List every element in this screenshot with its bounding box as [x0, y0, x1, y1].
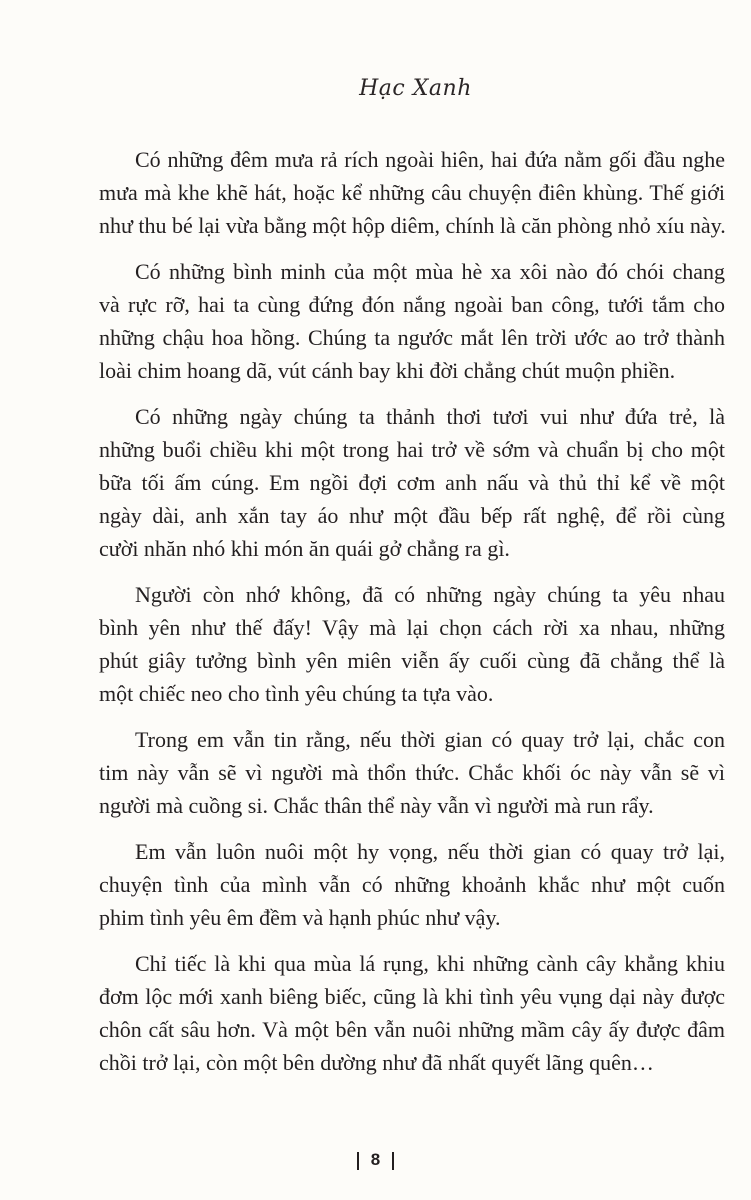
text-line: cười nhăn nhó khi món ăn quái gở chẳng ra gì. [99, 536, 510, 561]
paragraph [99, 578, 725, 710]
divider [357, 1152, 359, 1170]
text-line: như thu bé lại vừa bằng một hộp diêm, chính là căn phòng nhỏ xíu này. [99, 213, 726, 238]
paragraph [99, 835, 725, 934]
page-number [0, 1150, 751, 1170]
text-line: Chỉ tiếc là khi qua mùa lá rụng, khi những cành cây khẳng khiu [135, 951, 725, 976]
paragraph [99, 723, 725, 822]
divider [392, 1152, 394, 1170]
text-line: và rực rỡ, hai ta cùng đứng đón nắng ngoài ban công, tưới tắm cho [99, 292, 725, 317]
text-line: Em vẫn luôn nuôi một hy vọng, nếu thời gian có quay trở lại, [135, 839, 725, 864]
body-text [99, 143, 725, 1092]
text-line: bữa tối ấm cúng. Em ngồi đợi cơm anh nấu và thủ thỉ kể về một [99, 470, 725, 495]
text-line: đơm lộc mới xanh biêng biếc, cũng là khi tình yêu vụng dại này được [99, 984, 725, 1009]
paragraph [99, 255, 725, 387]
running-header-title: Hạc Xanh [359, 76, 472, 101]
text-line: Có những đêm mưa rả rích ngoài hiên, hai đứa nằm gối đầu nghe [135, 147, 725, 172]
text-line: loài chim hoang dã, vút cánh bay khi đời chẳng chút muộn phiền. [99, 358, 676, 383]
text-line: tim này vẫn sẽ vì người mà thổn thức. Chắc khối óc này vẫn sẽ vì [99, 760, 725, 785]
text-line: chôn cất sâu hơn. Và một bên vẫn nuôi những mầm cây ấy được đâm [99, 1017, 725, 1042]
text-line: những buổi chiều khi một trong hai trở về sớm và chuẩn bị cho một [99, 437, 725, 462]
text-line: phút giây tưởng bình yên miên viễn ấy cuối cùng đã chẳng thể là [99, 648, 725, 673]
text-line: những chậu hoa hồng. Chúng ta ngước mắt lên trời ước ao trở thành [99, 325, 725, 350]
page-number-value: 8 [370, 1150, 381, 1169]
text-line: bình yên như thế đấy! Vậy mà lại chọn cách rời xa nhau, những [99, 615, 725, 640]
text-line: người mà cuồng si. Chắc thân thể này vẫn vì người mà run rẩy. [99, 793, 654, 818]
text-line: ngày dài, anh xắn tay áo như một đầu bếp rất nghệ, để rồi cùng [99, 503, 725, 528]
text-line: Trong em vẫn tin rằng, nếu thời gian có quay trở lại, chắc con [135, 727, 725, 752]
text-line: một chiếc neo cho tình yêu chúng ta tựa vào. [99, 681, 494, 706]
text-line: phim tình yêu êm đềm và hạnh phúc như vậy. [99, 905, 501, 930]
text-line: Người còn nhớ không, đã có những ngày chúng ta yêu nhau [135, 582, 725, 607]
text-line: Có những ngày chúng ta thảnh thơi tươi vui như đứa trẻ, là [135, 404, 725, 429]
text-line: Có những bình minh của một mùa hè xa xôi nào đó chói chang [135, 259, 725, 284]
paragraph [99, 400, 725, 565]
text-line: chuyện tình của mình vẫn có những khoảnh khắc như một cuốn [99, 872, 725, 897]
paragraph [99, 143, 725, 242]
paragraph [99, 947, 725, 1079]
text-line: chồi trở lại, còn một bên dường như đã nhất quyết lãng quên… [99, 1050, 654, 1075]
text-line: mưa mà khe khẽ hát, hoặc kể những câu chuyện điên khùng. Thế giới [99, 180, 725, 205]
